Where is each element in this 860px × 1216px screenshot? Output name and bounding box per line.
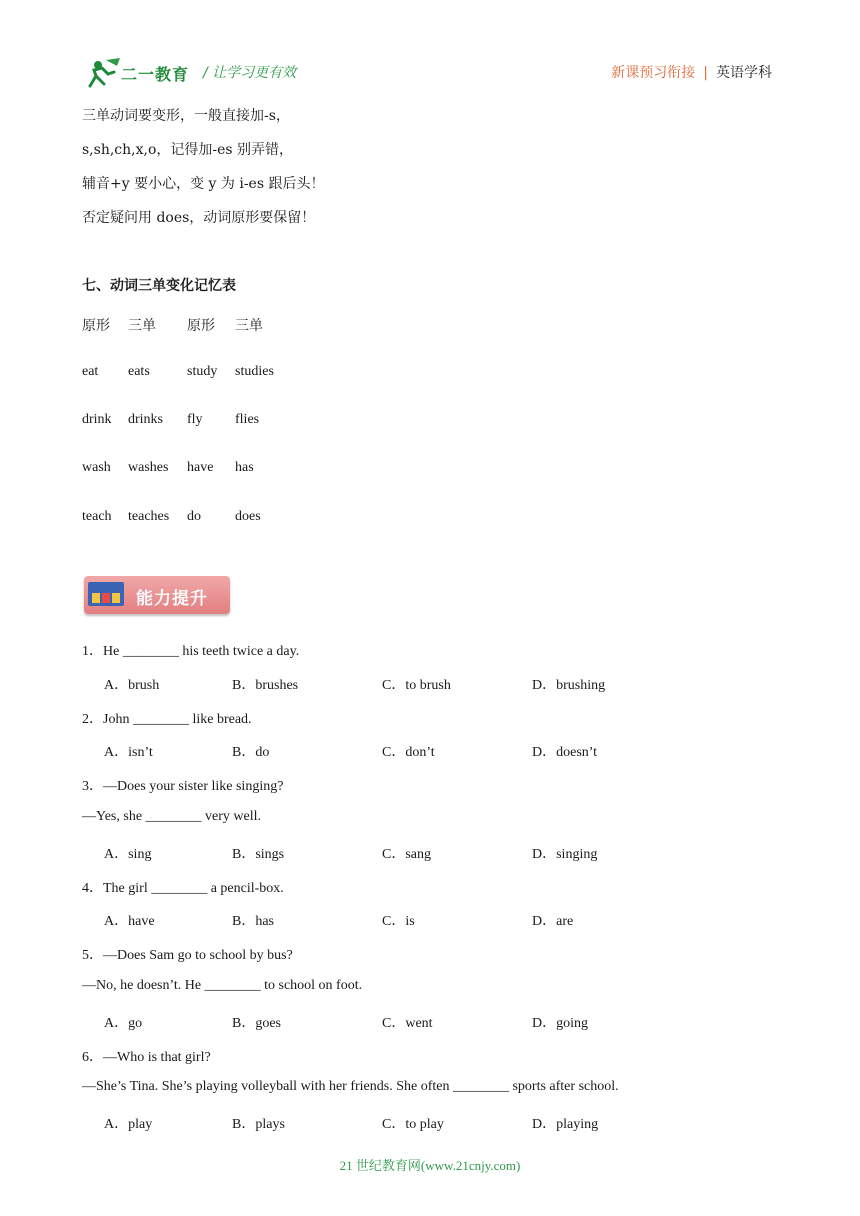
table-cell: has <box>235 460 254 475</box>
page-header <box>0 0 860 100</box>
answer-option: B．brushes <box>232 678 299 693</box>
table-cell: wash <box>82 460 111 475</box>
answer-option: B．goes <box>232 1016 281 1031</box>
section-title: 七、动词三单变化记忆表 <box>82 278 236 294</box>
table-cell: does <box>235 509 261 524</box>
badge-label: 能力提升 <box>136 589 208 609</box>
answer-option: B．plays <box>232 1117 285 1132</box>
question-stem: 3．—Does your sister like singing? <box>82 779 284 794</box>
answer-option: D．doesn’t <box>532 745 598 760</box>
slogan: / 让学习更有效 <box>203 65 297 81</box>
question-stem: —Yes, she ________ very well. <box>82 809 262 824</box>
answer-option: D．singing <box>532 847 598 862</box>
table-cell: have <box>187 460 214 475</box>
answer-option: C．is <box>382 914 415 929</box>
header-right <box>611 62 772 82</box>
answer-option: B．sings <box>232 847 285 862</box>
answer-option: C．don’t <box>382 745 435 760</box>
question-stem: 2．John ________ like bread. <box>82 712 252 727</box>
course-label: 新课预习衔接 <box>611 65 696 81</box>
question-stem: 5．—Does Sam go to school by bus? <box>82 948 293 963</box>
rhyme-line: 辅音+y 要小心，变 y 为 i-es 跟后头！ <box>82 176 325 192</box>
answer-option: C．to play <box>382 1117 444 1132</box>
rhyme-line: s,sh,ch,x,o，记得加-es 别弄错， <box>82 142 294 158</box>
table-cell: drink <box>82 412 112 427</box>
question-stem: —She’s Tina. She’s playing volleyball with her friends. She often ________ sports after school. <box>82 1079 619 1094</box>
answer-option: C．to brush <box>382 678 451 693</box>
table-cell: studies <box>235 364 274 379</box>
ability-badge <box>84 576 230 614</box>
answer-option: B．do <box>232 745 270 760</box>
question-stem: —No, he doesn’t. He ________ to school on foot. <box>82 978 363 993</box>
answer-option: A．go <box>104 1016 143 1031</box>
answer-option: D．playing <box>532 1117 599 1132</box>
question-stem: 1．He ________ his teeth twice a day. <box>82 644 300 659</box>
answer-option: B．has <box>232 914 274 929</box>
rhyme-line: 否定疑问用 does，动词原形要保留！ <box>82 210 316 226</box>
question-stem: 6．—Who is that girl? <box>82 1050 211 1065</box>
table-cell: teaches <box>128 509 170 524</box>
logo-text: 二一教育 <box>121 65 190 84</box>
table-cell: drinks <box>128 412 163 427</box>
table-cell: study <box>187 364 218 379</box>
table-cell: teach <box>82 509 112 524</box>
table-cell: fly <box>187 412 203 427</box>
table-cell: flies <box>235 412 260 427</box>
subject-label: 英语学科 <box>716 65 772 81</box>
table-header: 三单 <box>128 319 156 334</box>
rhyme-line: 三单动词要变形，一般直接加-s， <box>82 108 290 124</box>
answer-option: C．sang <box>382 847 431 862</box>
table-cell: eat <box>82 364 99 379</box>
answer-option: A．have <box>104 914 155 929</box>
table-cell: do <box>187 509 201 524</box>
header-separator: | <box>703 65 708 81</box>
answer-option: C．went <box>382 1016 433 1031</box>
answer-option: A．isn’t <box>104 745 153 760</box>
answer-option: D．brushing <box>532 678 606 693</box>
page-footer: 21 世纪教育网(www.21cnjy.com) <box>339 1158 521 1173</box>
people-icon <box>88 582 124 606</box>
answer-option: A．play <box>104 1117 153 1132</box>
table-header: 三单 <box>235 319 263 334</box>
table-header: 原形 <box>82 319 110 334</box>
answer-option: D．are <box>532 914 574 929</box>
table-cell: eats <box>128 364 150 379</box>
question-stem: 4．The girl ________ a pencil-box. <box>82 881 284 896</box>
answer-option: A．brush <box>104 678 160 693</box>
answer-option: D．going <box>532 1016 588 1031</box>
table-header: 原形 <box>187 319 215 334</box>
table-cell: washes <box>128 460 169 475</box>
answer-option: A．sing <box>104 847 152 862</box>
